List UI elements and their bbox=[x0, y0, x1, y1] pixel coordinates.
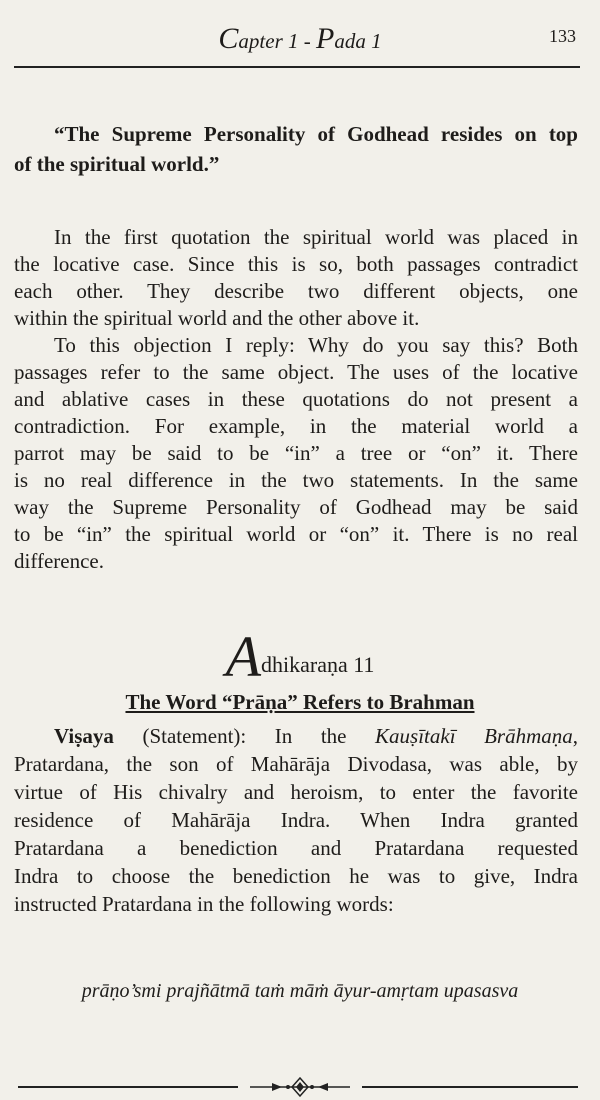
text-line: within the spiritual world and the other above it. bbox=[14, 306, 420, 330]
text-line: to be “in” the spiritual world or “on” it. There is no real bbox=[14, 522, 578, 546]
text-line: To this objection I reply: Why do you say this? Both bbox=[54, 333, 578, 357]
sanskrit-verse: prāṇo’smi prajñātmā taṁ māṁ āyur-amṛtam upasasva bbox=[81, 980, 519, 1002]
text-line: the locative case. Since this is so, both passages contradict bbox=[14, 252, 578, 276]
text-line: is no real difference in the two statements. In the same bbox=[14, 468, 578, 492]
visaya-comma: , bbox=[572, 724, 578, 748]
text-line: Indra to choose the benediction he was to give, Indra bbox=[14, 864, 578, 888]
text-line: In the first quotation the spiritual world was placed in bbox=[54, 225, 578, 249]
section-title: The Word “Prāṇa” Refers to Brahman bbox=[125, 690, 475, 714]
text-line bbox=[14, 722, 578, 750]
quote-line: “The Supreme Personality of Godhead resides on top bbox=[54, 122, 578, 146]
header-text-2: ada 1 bbox=[334, 29, 382, 53]
ornament-icon bbox=[242, 1076, 358, 1098]
text-line: each other. They describe two different objects, one bbox=[14, 279, 578, 303]
decorative-initial-a: A bbox=[225, 624, 261, 689]
text-line: passages refer to the same object. The uses of the locative bbox=[14, 360, 578, 384]
page-number: 133 bbox=[549, 26, 576, 46]
quote-line: of the spiritual world.” bbox=[14, 152, 220, 176]
visaya-text: (Statement): In the bbox=[113, 724, 376, 748]
paragraph-2 bbox=[14, 332, 578, 575]
text-line: contradiction. For example, in the material world a bbox=[14, 414, 578, 438]
visaya-label: Viṣaya bbox=[54, 724, 114, 748]
quote-block bbox=[14, 119, 578, 179]
footer-rule-left bbox=[18, 1086, 238, 1088]
header-rule bbox=[14, 66, 580, 68]
text-line: virtue of His chivalry and heroism, to enter the favorite bbox=[14, 780, 578, 804]
text-line: difference. bbox=[14, 549, 104, 573]
text-line: and ablative cases in these quotations do not present a bbox=[14, 387, 578, 411]
running-header bbox=[0, 22, 600, 56]
text-line: instructed Pratardana in the following words: bbox=[14, 892, 394, 916]
visaya-paragraph bbox=[14, 722, 578, 918]
text-line: residence of Mahārāja Indra. When Indra granted bbox=[14, 808, 578, 832]
header-text-1: apter 1 - bbox=[238, 29, 316, 53]
text-line: Pratardana, the son of Mahārāja Divodasa, was able, by bbox=[14, 752, 578, 776]
paragraph-1 bbox=[14, 224, 578, 332]
text-line: way the Supreme Personality of Godhead may be said bbox=[14, 495, 578, 519]
book-title: Kauṣītakī Brāhmaṇa bbox=[375, 724, 573, 748]
header-initial-c: C bbox=[218, 22, 239, 55]
header-initial-p: P bbox=[316, 22, 335, 55]
footer-rule-right bbox=[362, 1086, 578, 1088]
section-heading bbox=[0, 624, 600, 689]
adhikarana-label: dhikaraṇa 11 bbox=[261, 652, 375, 677]
text-line: parrot may be said to be “in” a tree or “on” it. There bbox=[14, 441, 578, 465]
text-line: Pratardana a benediction and Pratardana requested bbox=[14, 836, 578, 860]
